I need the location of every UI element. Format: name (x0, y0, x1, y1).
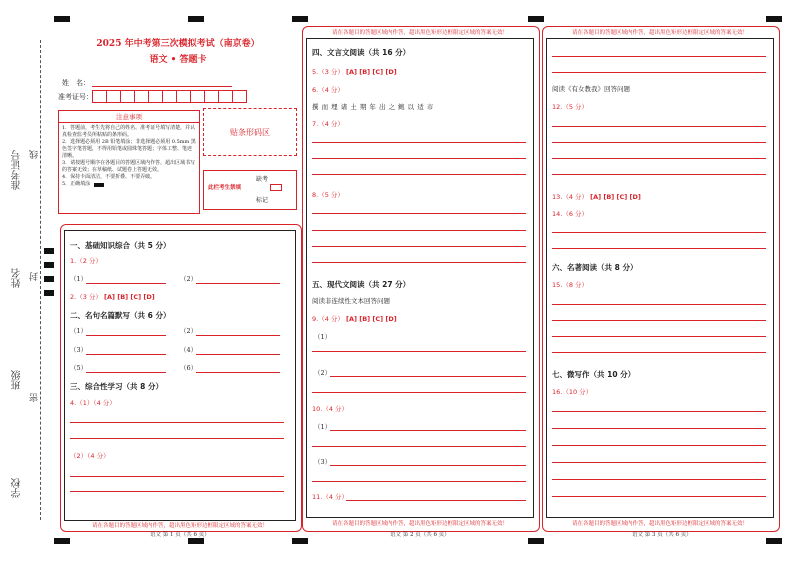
q9-options[interactable]: [A] [B] [C] [D] (345, 315, 397, 323)
page-title: 2025 年中考第三次模拟考试（南京卷） (96, 39, 260, 49)
fill-line[interactable] (196, 335, 280, 336)
page3-intro: 阅读《有女教我》回答问题 (552, 85, 630, 93)
answer-line[interactable] (552, 336, 766, 337)
timing-mark (54, 16, 70, 22)
fill-label: （5） (70, 364, 88, 372)
notice-title: 注意事项 (59, 111, 199, 123)
answer-line[interactable] (70, 438, 284, 439)
fill-example-mark (94, 183, 104, 187)
barcode-label: 贴条形码区 (230, 127, 270, 137)
timing-mark (528, 538, 544, 544)
answer-line[interactable] (312, 174, 526, 175)
answer-line[interactable] (312, 262, 526, 263)
answer-line[interactable] (552, 174, 766, 175)
answer-line[interactable] (552, 126, 766, 127)
timing-mark (292, 16, 308, 22)
q13-options[interactable]: [A] [B] [C] [D] (590, 193, 641, 201)
q1-part2-line[interactable] (196, 283, 280, 284)
answer-line[interactable] (552, 479, 766, 480)
answer-line[interactable] (552, 72, 766, 73)
question-4-part1: 4.（1）（4 分） (70, 399, 116, 407)
side-class: 班级 (12, 370, 23, 390)
answer-line[interactable] (312, 392, 526, 393)
section-4-title: 四、文言文阅读（共 16 分） (312, 48, 411, 57)
page2-bottom-tip: 请在各题目的答题区域内作答，超出黑色矩形边框限定区域的答案无效！ (331, 521, 508, 527)
section-1-title: 一、基础知识综合（共 5 分） (70, 241, 171, 250)
q10-part3-label: （3） (314, 458, 332, 466)
question-12: 12.（5 分） (552, 103, 589, 111)
page2-footer: 语文 第 2 页（共 6 页） (390, 532, 450, 538)
side-secret: 密 (30, 393, 40, 402)
absent-label: 此栏考生禁填 (208, 185, 242, 191)
answer-line[interactable] (552, 158, 766, 159)
absent-text: 缺考 (256, 176, 269, 183)
answer-line[interactable] (552, 248, 766, 249)
page3-bottom-tip: 请在各题目的答题区域内作答，超出黑色矩形边框限定区域的答案无效！ (571, 521, 748, 527)
side-exam-id: 准考证号 (12, 150, 23, 190)
question-1: 1.（2 分） (70, 257, 102, 265)
answer-line[interactable] (70, 422, 284, 423)
q6-text: 撰 而 埋 诸 土 期 年 出 之 鲍 以 适 市 (312, 103, 434, 111)
answer-line[interactable] (312, 446, 526, 447)
answer-line[interactable] (552, 462, 766, 463)
q10-part1-label: （1） (314, 423, 332, 431)
fill-line[interactable] (86, 335, 166, 336)
absent-box (203, 170, 297, 210)
exam-id-label: 准考证号： (58, 93, 93, 101)
fill-example-label: 5．正确填涂 (62, 181, 91, 187)
question-16: 16.（10 分） (552, 388, 593, 396)
section-5-intro: 阅读非连续性文本回答问题 (312, 297, 390, 305)
question-10: 10.（4 分） (312, 405, 349, 413)
answer-line[interactable] (312, 351, 526, 352)
answer-line[interactable] (70, 491, 284, 492)
timing-mark (766, 538, 782, 544)
answer-line[interactable] (312, 158, 526, 159)
answer-line[interactable] (552, 56, 766, 57)
answer-line[interactable] (312, 246, 526, 247)
answer-line[interactable] (312, 213, 526, 214)
page3-top-tip: 请在各题目的答题区域内作答，超出黑色矩形边框限定区域的答案无效！ (571, 30, 748, 36)
side-name: 姓名 (12, 268, 23, 288)
timing-mark (188, 538, 204, 544)
fill-line[interactable] (196, 354, 280, 355)
fill-line[interactable] (86, 372, 166, 373)
timing-mark (44, 290, 54, 296)
absent-checkbox[interactable] (270, 184, 282, 191)
notice-item: 3．请按题号顺序在各题目的答题区域内作答，超出区域书写的答案无效；在草稿纸、试题卷上答题无效。 (62, 160, 196, 173)
page2-top-tip: 请在各题目的答题区域内作答，超出黑色矩形边框限定区域的答案无效！ (331, 30, 508, 36)
answer-line[interactable] (312, 230, 526, 231)
question-2: 2.（3 分） [A] [B] [C] [D] (70, 293, 155, 301)
fill-label: （4） (180, 346, 198, 354)
question-9: 9.（4 分） [A] [B] [C] [D] (312, 315, 397, 323)
side-school: 学校 (12, 478, 23, 498)
timing-mark (528, 16, 544, 22)
question-4-part2: （2）（4 分） (70, 452, 110, 460)
page1-bottom-tip: 请在各题目的答题区域内作答，超出黑色矩形边框限定区域的答案无效！ (91, 523, 268, 529)
notice-item: 4．保持卡面清洁，不要折叠、不要弄破。 (62, 174, 156, 180)
fill-label: （1） (70, 327, 88, 335)
name-label: 姓 名： (62, 79, 90, 87)
question-5: 5.（3 分） [A] [B] [C] [D] (312, 68, 397, 76)
question-15: 15.（8 分） (552, 281, 589, 289)
timing-mark (292, 538, 308, 544)
question-6: 6.（4 分） (312, 86, 344, 94)
section-6-title: 六、名著阅读（共 8 分） (552, 263, 638, 272)
timing-mark (44, 262, 54, 268)
answer-line[interactable] (552, 320, 766, 321)
answer-line[interactable] (70, 476, 284, 477)
answer-line[interactable] (552, 496, 766, 497)
section-3-title: 三、综合性学习（共 8 分） (70, 382, 163, 391)
q5-options[interactable]: [A] [B] [C] [D] (345, 68, 397, 76)
fill-label: （3） (70, 346, 88, 354)
timing-mark (44, 276, 54, 282)
exam-id-boxes[interactable] (92, 90, 247, 103)
mark-text: 标记 (256, 197, 269, 204)
answer-line[interactable] (312, 481, 526, 482)
page-subtitle: 语文 • 答题卡 (149, 55, 207, 65)
answer-line[interactable] (552, 352, 766, 353)
answer-line[interactable] (330, 430, 526, 431)
side-seal: 封 (30, 272, 40, 281)
answer-line[interactable] (552, 411, 766, 412)
answer-line[interactable] (330, 376, 526, 377)
question-14: 14.（6 分） (552, 210, 589, 218)
timing-mark (766, 16, 782, 22)
notice-item: 1．答题前，考生先将自己的姓名、准考证号填写清楚，并认真检查监考员所粘贴的条形码。 (62, 125, 196, 138)
page3-footer: 语文 第 3 页（共 6 页） (632, 532, 692, 538)
q9-part1-label: （1） (314, 333, 332, 341)
timing-mark (54, 538, 70, 544)
timing-mark (188, 16, 204, 22)
answer-line[interactable] (330, 465, 526, 466)
q1-part2-label: （2） (180, 275, 198, 283)
section-7-title: 七、微写作（共 10 分） (552, 370, 636, 379)
q1-part1-line[interactable] (86, 283, 166, 284)
q1-part1-label: （1） (70, 275, 88, 283)
timing-mark (44, 248, 54, 254)
side-line: 线 (30, 150, 40, 159)
answer-line[interactable] (552, 142, 766, 143)
fill-line[interactable] (86, 354, 166, 355)
page1-footer: 语文 第 1 页（共 6 页） (150, 532, 210, 538)
fill-line[interactable] (196, 372, 280, 373)
question-7: 7.（4 分） (312, 120, 344, 128)
answer-line[interactable] (552, 428, 766, 429)
answer-line[interactable] (312, 142, 526, 143)
answer-line[interactable] (346, 500, 526, 501)
section-5-title: 五、现代文阅读（共 27 分） (312, 280, 411, 289)
q2-options[interactable]: [A] [B] [C] [D] (103, 293, 155, 301)
q9-part2-label: （2） (314, 369, 332, 377)
question-13: 13.（4 分） [A] [B] [C] [D] (552, 193, 641, 201)
fill-label: （2） (180, 327, 198, 335)
question-11: 11.（4 分） (312, 493, 349, 501)
question-8: 8.（5 分） (312, 191, 344, 199)
barcode-area (203, 108, 297, 156)
notice-box (58, 110, 200, 214)
answer-line[interactable] (552, 304, 766, 305)
answer-line[interactable] (552, 232, 766, 233)
name-field[interactable] (92, 86, 232, 87)
section-2-title: 二、名句名篇默写（共 6 分） (70, 311, 171, 320)
fill-label: （6） (180, 364, 198, 372)
notice-item: 2．选择题必须用 2B 铅笔填涂；非选择题必须用 0.5mm 黑色签字笔答题，不得用铅笔或圆珠笔答题；字体工整、笔迹清晰。 (62, 139, 196, 159)
answer-line[interactable] (552, 445, 766, 446)
